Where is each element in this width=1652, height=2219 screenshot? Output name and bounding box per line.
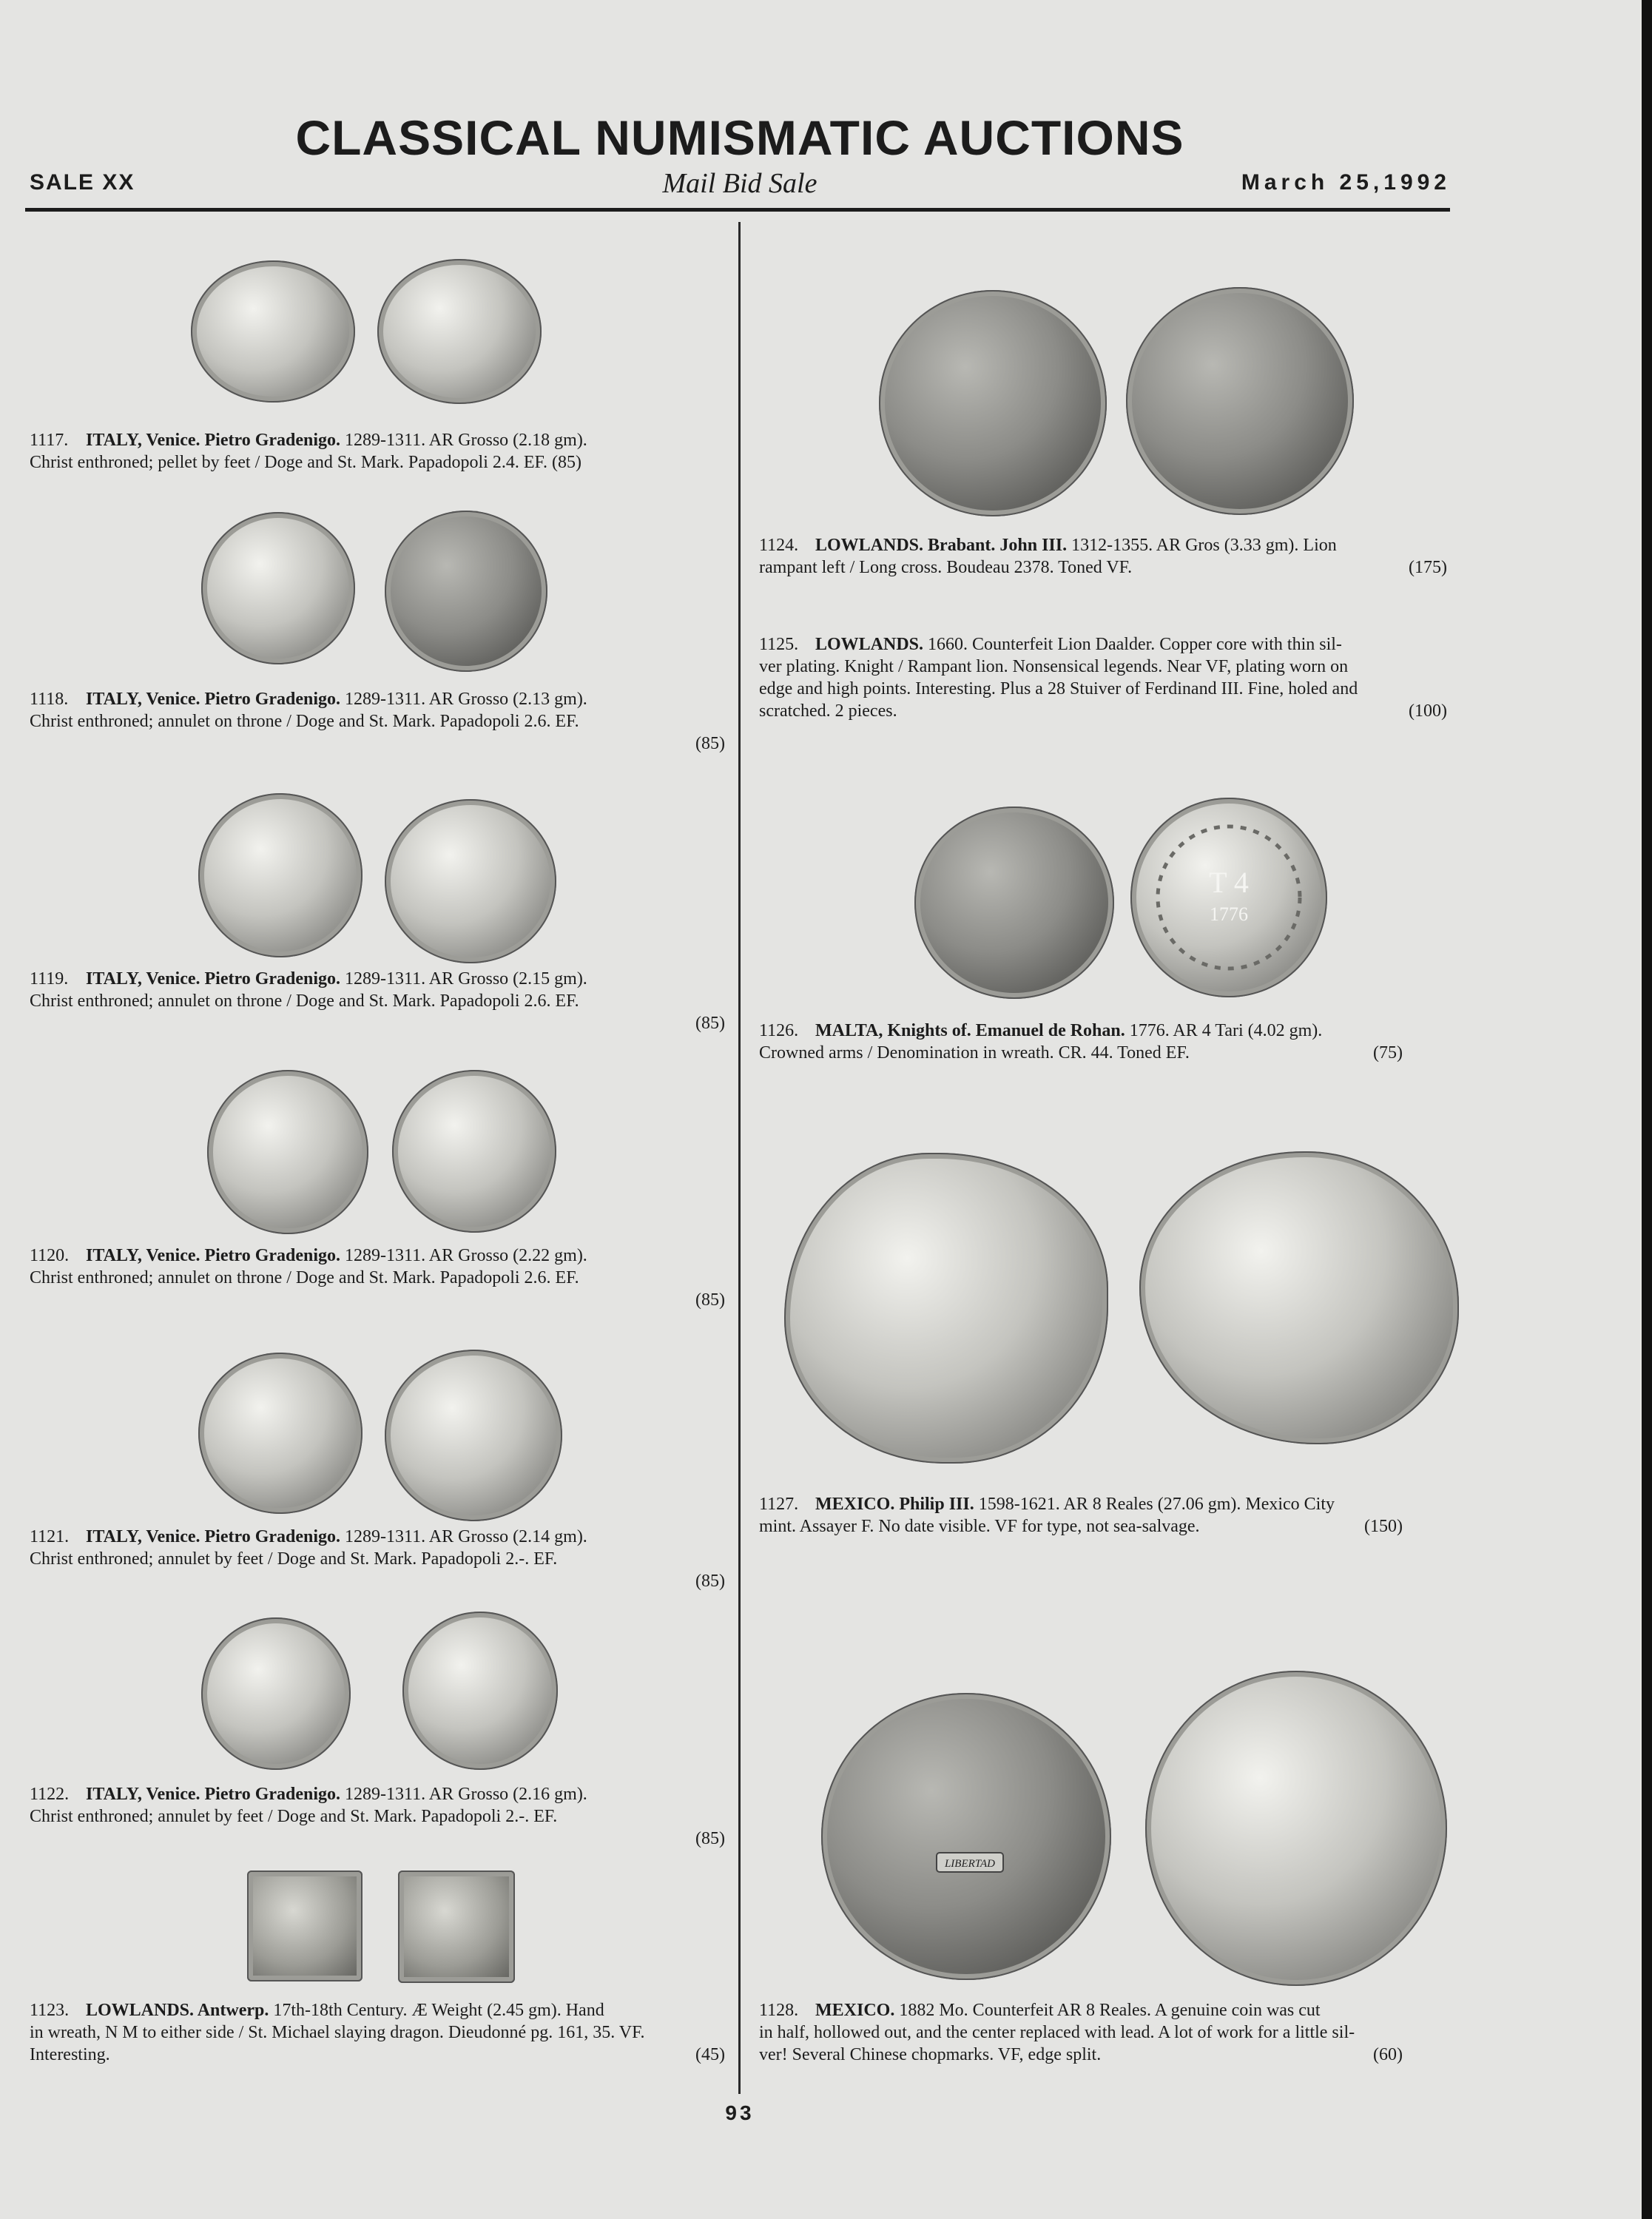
header-rule xyxy=(25,208,1450,212)
coin-1117-obverse xyxy=(191,260,355,403)
coin-1117-reverse xyxy=(377,259,542,404)
lot-1117: 1117. ITALY, Venice. Pietro Gradenigo. 1289-1311. AR Grosso (2.18 gm). Christ enthroned; pellet by feet / Doge and St. Mark. Papadopoli 2.4. EF. (85) xyxy=(30,431,587,472)
lot-1118: 1118. ITALY, Venice. Pietro Gradenigo. 1289-1311. AR Grosso (2.13 gm). Christ enthroned; annulet on throne / Doge and St. Mark. Papadopoli 2.6. EF. (85) xyxy=(30,690,725,753)
coin-1119-obverse xyxy=(198,793,363,957)
coin-1121-obverse xyxy=(198,1353,363,1514)
coin-1126-obverse xyxy=(914,807,1114,999)
coin-1122-obverse xyxy=(201,1617,351,1770)
coin-1124-reverse xyxy=(1126,287,1354,515)
coin-1128-reverse xyxy=(1145,1671,1447,1986)
coin-1118-obverse xyxy=(201,512,355,664)
coin-1123-reverse xyxy=(398,1871,515,1983)
coin-1118-reverse xyxy=(385,511,547,672)
coin-1119-reverse xyxy=(385,799,556,963)
denomination-wreath xyxy=(1130,798,1327,997)
sale-date: March 25,1992 xyxy=(1241,170,1451,195)
lot-1127: 1127. MEXICO. Philip III. 1598-1621. AR 8 Reales (27.06 gm). Mexico City mint. Assayer F. No date visible. VF for type, not sea-salvage. (150) xyxy=(759,1495,1403,1536)
liberty-cap xyxy=(821,1693,1111,1980)
lot-1120: 1120. ITALY, Venice. Pietro Gradenigo. 1289-1311. AR Grosso (2.22 gm). Christ enthroned; annulet on throne / Doge and St. Mark. Papadopoli 2.6. EF. (85) xyxy=(30,1246,725,1310)
lot-1121: 1121. ITALY, Venice. Pietro Gradenigo. 1289-1311. AR Grosso (2.14 gm). Christ enthroned; annulet by feet / Doge and St. Mark. Papadopoli 2.-. EF. (85) xyxy=(30,1527,725,1591)
lot-1128: 1128. MEXICO. 1882 Mo. Counterfeit AR 8 Reales. A genuine coin was cut in half, hollowed out, and the center replaced with lead. A lot of work for a little sil- ver! Several Chinese chopmarks. VF, edge split. (60) xyxy=(759,2001,1403,2064)
sale-number: SALE XX xyxy=(30,170,135,195)
coin-1121-reverse xyxy=(385,1350,562,1521)
lot-1125: 1125. LOWLANDS. 1660. Counterfeit Lion Daalder. Copper core with thin sil- ver plating. Knight / Rampant lion. Nonsensical legends. Near VF, plating worn on edge and high points. Interesting. Plus a 28 Stuiver of Ferdinand III. Fine, holed and scratched. 2 pieces. (100) xyxy=(759,635,1447,721)
coin-1127-obverse xyxy=(784,1153,1108,1464)
lot-1126: 1126. MALTA, Knights of. Emanuel de Rohan. 1776. AR 4 Tari (4.02 gm). Crowned arms / Denomination in wreath. CR. 44. Toned EF. (75) xyxy=(759,1021,1403,1063)
lot-1123: 1123. LOWLANDS. Antwerp. 17th-18th Century. Æ Weight (2.45 gm). Hand in wreath, N M to either side / St. Michael slaying dragon. Dieudonné pg. 161, 35. VF. Interesting. (45) xyxy=(30,2001,725,2064)
coin-1127-reverse xyxy=(1139,1151,1459,1444)
denomination-text: T 4 xyxy=(1209,866,1249,899)
cap-text: LIBERTAD xyxy=(944,1858,996,1870)
lot-1124: 1124. LOWLANDS. Brabant. John III. 1312-1355. AR Gros (3.33 gm). Lion rampant left / Long cross. Boudeau 2378. Toned VF. (175) xyxy=(759,536,1447,577)
page-number: 93 xyxy=(725,2101,755,2124)
coin-1120-reverse xyxy=(392,1070,556,1233)
coin-1128-obverse xyxy=(821,1693,1111,1980)
coin-1124-obverse xyxy=(879,290,1107,516)
page-edge xyxy=(1642,0,1652,2219)
year-text: 1776 xyxy=(1210,903,1248,925)
coin-1126-reverse xyxy=(1130,798,1327,997)
lot-1122: 1122. ITALY, Venice. Pietro Gradenigo. 1289-1311. AR Grosso (2.16 gm). Christ enthroned; annulet by feet / Doge and St. Mark. Papadopoli 2.-. EF. (85) xyxy=(30,1785,725,1848)
coin-1122-reverse xyxy=(402,1612,558,1770)
coin-1120-obverse xyxy=(207,1070,368,1234)
catalog-title: CLASSICAL NUMISMATIC AUCTIONS xyxy=(295,110,1184,165)
lot-1119: 1119. ITALY, Venice. Pietro Gradenigo. 1289-1311. AR Grosso (2.15 gm). Christ enthroned; annulet on throne / Doge and St. Mark. Papadopoli 2.6. EF. (85) xyxy=(30,969,725,1033)
column-divider xyxy=(738,222,741,2094)
coin-1123-obverse xyxy=(247,1871,363,1981)
sale-type: Mail Bid Sale xyxy=(662,168,817,199)
